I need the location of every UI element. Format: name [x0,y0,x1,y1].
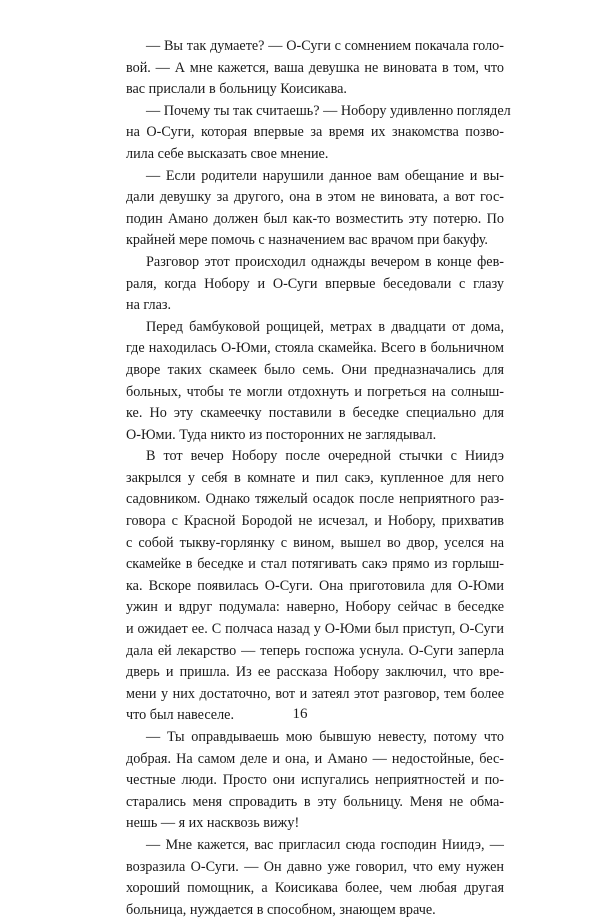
paragraph [106,446,504,727]
text-line: больных, чтобы те могли отдохнуть и погреться на солныш- [126,383,504,400]
text-line: В тот вечер Нобору после очередной стычки с Ниидэ [146,448,504,465]
text-line: дала ей лекарство — теперь госпожа уснула. О-Суги заперла [126,642,504,659]
paragraph [106,101,511,166]
text-line: Разговор этот происходил однажды вечером в конце фев- [146,253,504,270]
text-line: и ожидает ее. С полчаса назад у О-Юми был приступ, О-Суги [126,621,504,638]
text-line: дали девушку за другого, она в этом не виновата, а вот гос- [126,189,504,206]
paragraph [106,252,504,317]
text-line: на глаз. [126,297,172,314]
text-line: скамейке в беседке и стал потягивать сакэ прямо из горлыш- [126,556,504,573]
text-line: закрылся у себя в комнате и пил сакэ, купленное для него [126,469,504,486]
text-line: Перед бамбуковой рощицей, метрах в двадцати от дома, [146,318,504,335]
paragraph [106,166,504,252]
text-line: старались меня спровадить в эту больницу. Меня не обма- [126,793,504,810]
text-line: ужин и вдруг подумала: наверно, Нобору сейчас в беседке [126,599,504,616]
text-line: дверь и пришла. Из ее рассказа Нобору заключил, что вре- [126,664,504,681]
text-line: ке. Но эту скамеечку поставили в беседке специально для [126,405,504,422]
text-line: — Вы так думаете? — О-Суги с сомнением покачала голо- [146,38,504,54]
text-line: говора с Красной Бородой не исчезал, и Нобору, прихватив [126,513,504,530]
text-line: — Ты оправдываешь мою бывшую невесту, потому что [146,729,504,745]
text-line: нешь — я их насквозь вижу! [126,815,300,832]
text-line: честные люди. Просто они испугались неприятностей и по- [126,772,504,789]
text-line: — Мне кажется, вас пригласил сюда господин Ниидэ, — [146,836,504,853]
paragraph [106,835,504,921]
text-line: мени у них достаточно, вот и затеял этот разговор, тем более [126,685,504,702]
book-page [106,36,511,921]
paragraph [106,36,504,101]
text-line: — Если родители нарушили данное вам обещание и вы- [146,167,504,184]
text-line: садовником. Однако тяжелый осадок после неприятного раз- [126,491,504,508]
text-line: раля, когда Нобору и О-Суги впервые беседовали с глазу [126,275,504,292]
text-line: где находилась О-Юми, стояла скамейка. Всего в больничном [126,340,504,357]
text-line: вой. — А мне кажется, ваша девушка не виновата в том, что [126,59,504,76]
text-line: хороший помощник, а Коисикава более, чем любая другая [126,880,504,897]
text-line: — Почему ты так считаешь? — Нобору удивленно поглядел [146,102,511,119]
text-line: подин Амано должен был как-то возместить эту потерю. По [126,210,504,227]
text-line: лила себе высказать свое мнение. [126,145,329,162]
text-line: добрая. На самом деле и она, и Амано — недостойные, бес- [126,750,504,767]
text-line: с собой тыкву-горлянку с вином, вышел во двор, уселся на [126,534,504,551]
paragraph [106,727,504,835]
paragraph [106,317,504,447]
text-line: возразила О-Суги. — Он давно уже говорил, что ему нужен [126,858,504,875]
text-line: вас прислали в больницу Коисикава. [126,81,347,98]
text-line: ка. Вскоре появилась О-Суги. Она приготовила для О-Юми [126,577,504,594]
text-line: О-Юми. Туда никто из посторонних не заглядывал. [126,426,437,443]
text-line: на О-Суги, которая впервые за время их знакомства позво- [126,124,504,141]
text-line: крайней мере помочь с назначением вас врачом при бакуфу. [126,232,488,249]
text-line: дворе таких скамеек было семь. Они предназначались для [126,361,504,378]
text-line: больница, нуждается в способном, знающем враче. [126,901,436,918]
text-line: что был навеселе. [126,707,235,724]
page-number: 16 [292,706,308,722]
